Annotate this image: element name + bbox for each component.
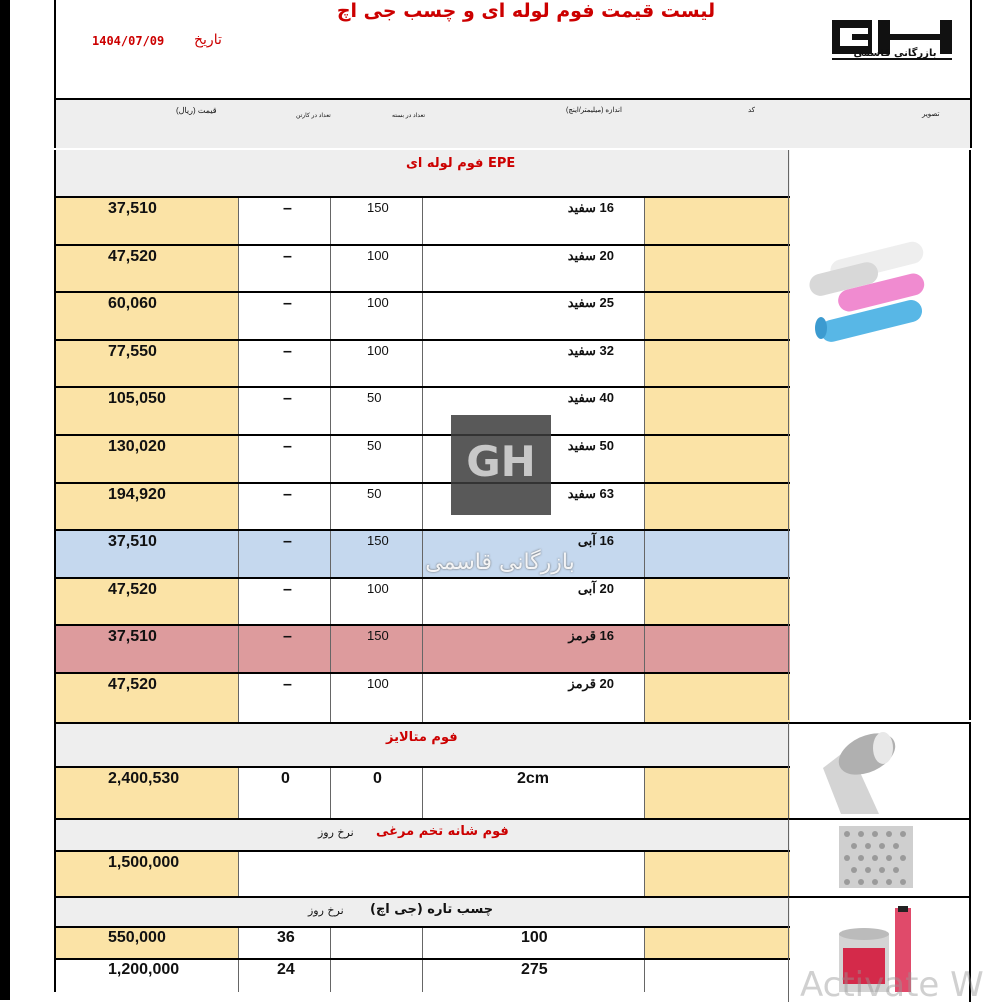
glue-daily-note: نرخ روز <box>308 904 344 917</box>
epe-carton-cell <box>238 198 330 246</box>
glue-section-title: چسب تاره (جی اچ) <box>370 902 494 917</box>
epe-size: 20 قرمز <box>568 676 614 691</box>
metalized-image-cell <box>788 722 971 818</box>
epe-carton-cell <box>238 579 330 626</box>
date-label: تاریخ <box>194 32 222 48</box>
epe-price-cell <box>56 674 238 722</box>
epe-pack-cell <box>330 674 422 722</box>
metalized-code-cell <box>644 768 790 818</box>
glue-code-cell <box>644 928 790 960</box>
epe-price: 194,920 <box>108 486 166 503</box>
epe-carton-cell <box>238 388 330 436</box>
glue-price-cell <box>56 928 238 960</box>
col-price-header: قیمت (ریال) <box>176 106 217 115</box>
glue-carton-cell <box>238 928 330 960</box>
epe-pack-cell <box>330 388 422 436</box>
metalized-price: 2,400,530 <box>108 770 180 787</box>
epe-table-row <box>54 672 790 722</box>
col-carton-header: تعداد در کارتن <box>296 113 331 119</box>
epe-code-cell-cell <box>644 579 790 626</box>
epe-carton: – <box>283 295 292 312</box>
epe-price: 60,060 <box>108 295 157 312</box>
epe-code-cell-cell <box>644 484 790 531</box>
epe-carton-cell <box>238 341 330 388</box>
epe-image-cell <box>788 150 971 720</box>
epe-carton: – <box>283 628 292 645</box>
glue-price: 1,200,000 <box>108 961 180 978</box>
epe-code-cell-cell <box>644 674 790 722</box>
glue-section-row <box>54 896 790 928</box>
epe-size-cell <box>422 198 644 246</box>
epe-section-title: فوم لوله ای EPE <box>406 156 516 171</box>
epe-carton-cell <box>238 436 330 484</box>
epe-table-row <box>54 386 790 436</box>
glue-table-row <box>54 958 790 992</box>
epe-size-cell <box>422 674 644 722</box>
column-header-row <box>54 100 972 148</box>
col-size-header: اندازه (میلیمتر/اینچ) <box>566 107 622 114</box>
epe-price-cell <box>56 388 238 436</box>
epe-price-cell <box>56 436 238 484</box>
epe-table-row <box>54 434 790 484</box>
metalized-roll-icon <box>819 728 909 816</box>
epe-price-cell <box>56 246 238 293</box>
watermark-letters: GH <box>466 437 536 486</box>
epe-carton: – <box>283 676 292 693</box>
epe-pack: 150 <box>367 533 389 548</box>
epe-code-cell-cell <box>644 388 790 436</box>
epe-size-cell <box>422 626 644 674</box>
epe-carton: – <box>283 248 292 265</box>
glue-size-cell <box>422 928 644 960</box>
epe-code-cell-cell <box>644 293 790 341</box>
epe-size: 63 سفید <box>567 486 614 501</box>
epe-section-row <box>54 150 790 196</box>
metalized-carton: 0 <box>281 770 290 787</box>
epe-size: 40 سفید <box>567 390 614 405</box>
epe-code-cell-cell <box>644 626 790 674</box>
epe-pack: 100 <box>367 248 389 263</box>
eggcrate-daily-note: نرخ روز <box>318 826 354 839</box>
epe-price: 37,510 <box>108 533 157 550</box>
epe-size-cell <box>422 246 644 293</box>
epe-price-cell <box>56 531 238 579</box>
epe-carton-cell <box>238 626 330 674</box>
document-title: لیست قیمت فوم لوله ای و چسب جی اچ <box>336 0 716 22</box>
epe-pack-cell <box>330 436 422 484</box>
glue-carton: 36 <box>277 929 295 946</box>
epe-pack: 50 <box>367 390 382 405</box>
epe-pack-cell <box>330 531 422 579</box>
epe-price: 130,020 <box>108 438 166 455</box>
epe-pack: 100 <box>367 676 389 691</box>
epe-price-cell <box>56 579 238 626</box>
date-value: 1404/07/09 <box>92 34 165 48</box>
epe-price-cell <box>56 484 238 531</box>
metalized-section-row <box>54 722 790 768</box>
glue-pack-cell <box>330 928 422 960</box>
epe-size-cell <box>422 341 644 388</box>
epe-pack: 50 <box>367 438 382 453</box>
epe-price: 47,520 <box>108 248 157 265</box>
epe-pack: 100 <box>367 581 389 596</box>
glue-carton: 24 <box>277 961 295 978</box>
epe-size: 16 قرمز <box>568 628 614 643</box>
epe-price: 37,510 <box>108 200 157 217</box>
glue-size-cell <box>422 960 644 992</box>
epe-table-row <box>54 339 790 388</box>
epe-carton: – <box>283 438 292 455</box>
epe-carton: – <box>283 581 292 598</box>
epe-table-row <box>54 244 790 293</box>
epe-carton: – <box>283 200 292 217</box>
epe-carton: – <box>283 533 292 550</box>
epe-price-cell <box>56 198 238 246</box>
epe-size-cell <box>422 579 644 626</box>
epe-table-row <box>54 291 790 341</box>
epe-pack-cell <box>330 341 422 388</box>
epe-pack: 50 <box>367 486 382 501</box>
epe-table-row <box>54 624 790 674</box>
glue-price-cell <box>56 960 238 992</box>
logo-caption: بازرگانی قاسمی <box>853 48 937 59</box>
epe-price: 37,510 <box>108 628 157 645</box>
glue-size: 275 <box>521 961 548 978</box>
epe-price: 77,550 <box>108 343 157 360</box>
epe-price: 47,520 <box>108 676 157 693</box>
epe-table-row <box>54 577 790 626</box>
eggcrate-section-row <box>54 818 790 852</box>
epe-code-cell-cell <box>644 246 790 293</box>
epe-carton-cell <box>238 246 330 293</box>
col-image-header: تصویر <box>922 111 940 118</box>
epe-carton-cell <box>238 293 330 341</box>
epe-carton: – <box>283 343 292 360</box>
epe-carton-cell <box>238 674 330 722</box>
epe-carton-cell <box>238 531 330 579</box>
foam-tubes-icon <box>799 240 929 350</box>
activate-windows-watermark: Activate W <box>800 965 984 1005</box>
epe-carton: – <box>283 486 292 503</box>
metalized-row <box>54 766 790 818</box>
epe-code-cell-cell <box>644 531 790 579</box>
col-pack-header: تعداد در بسته <box>392 113 426 119</box>
glue-table-row <box>54 926 790 960</box>
document-header <box>54 0 972 100</box>
epe-price-cell <box>56 341 238 388</box>
epe-size: 20 آبی <box>577 581 614 596</box>
metalized-section-title: فوم متالایز <box>386 730 458 745</box>
metalized-size: 2cm <box>517 770 550 787</box>
eggcrate-section-title: فوم شانه تخم مرغی <box>376 824 509 839</box>
epe-pack-cell <box>330 626 422 674</box>
epe-pack-cell <box>330 579 422 626</box>
epe-price: 47,520 <box>108 581 157 598</box>
epe-code-cell-cell <box>644 436 790 484</box>
epe-pack: 100 <box>367 295 389 310</box>
epe-pack: 100 <box>367 343 389 358</box>
glue-pack-cell <box>330 960 422 992</box>
epe-price-cell <box>56 293 238 341</box>
epe-table-row <box>54 196 790 246</box>
epe-size-cell <box>422 293 644 341</box>
epe-pack-cell <box>330 198 422 246</box>
epe-price: 105,050 <box>108 390 166 407</box>
epe-pack: 150 <box>367 628 389 643</box>
screen-edge <box>0 0 10 1000</box>
col-code-header: کد <box>748 107 756 114</box>
glue-code-cell <box>644 960 790 992</box>
eggcrate-code-cell <box>644 852 790 896</box>
epe-pack: 150 <box>367 200 389 215</box>
epe-size: 16 آبی <box>577 533 614 548</box>
eggcrate-row <box>54 850 790 896</box>
eggcrate-price: 1,500,000 <box>108 854 180 871</box>
epe-size: 20 سفید <box>567 248 614 263</box>
epe-pack-cell <box>330 484 422 531</box>
metalized-pack: 0 <box>373 770 382 787</box>
epe-carton-cell <box>238 484 330 531</box>
gh-watermark-logo-icon <box>451 415 551 515</box>
watermark-text: بازرگانی قاسمی <box>425 550 575 575</box>
glue-carton-cell <box>238 960 330 992</box>
epe-pack-cell <box>330 293 422 341</box>
epe-code-cell-cell <box>644 198 790 246</box>
epe-size: 50 سفید <box>567 438 614 453</box>
epe-pack-cell <box>330 246 422 293</box>
epe-size: 32 سفید <box>567 343 614 358</box>
glue-price: 550,000 <box>108 929 166 946</box>
eggcrate-foam-icon <box>839 826 913 888</box>
epe-code-cell-cell <box>644 341 790 388</box>
epe-carton: – <box>283 390 292 407</box>
epe-price-cell <box>56 626 238 674</box>
epe-size: 16 سفید <box>567 200 614 215</box>
epe-table-row <box>54 482 790 531</box>
eggcrate-image-cell <box>788 818 971 896</box>
glue-size: 100 <box>521 929 548 946</box>
epe-size: 25 سفید <box>567 295 614 310</box>
